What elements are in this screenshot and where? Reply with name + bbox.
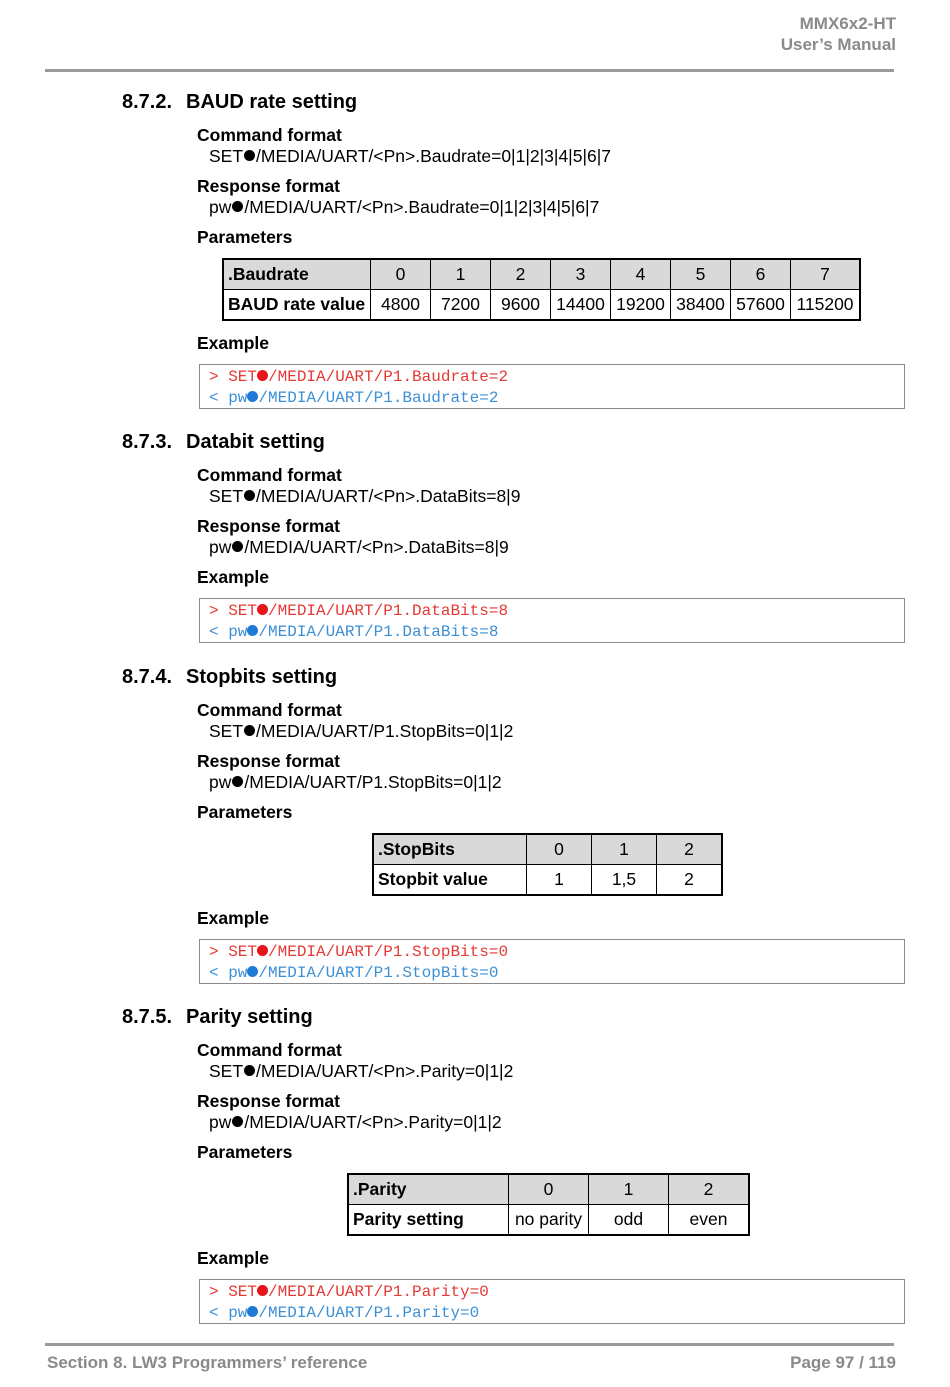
- table-cell: 19200: [611, 290, 671, 321]
- footer-page-number: Page 97 / 119: [790, 1353, 896, 1372]
- command-format-label: Command format: [197, 700, 342, 720]
- table-cell: 57600: [731, 290, 791, 321]
- space-dot-icon: [257, 1285, 268, 1296]
- example-label: Example: [197, 567, 269, 587]
- parameters-label: Parameters: [197, 1142, 293, 1162]
- example-label: Example: [197, 333, 269, 353]
- table-row: [223, 259, 860, 290]
- table-cell: 1,5: [592, 865, 657, 896]
- example-command-line: > SET /MEDIA/UART/P1.StopBits=0: [209, 943, 509, 961]
- section-heading-databit: 8.7.3. Databit setting: [122, 431, 325, 453]
- table-cell: odd: [589, 1205, 669, 1236]
- footer-divider: [45, 1343, 894, 1346]
- table-cell: 4: [611, 259, 671, 290]
- command-format-label: Command format: [197, 465, 342, 485]
- example-box-parity: [199, 1279, 905, 1324]
- table-cell: .Baudrate: [223, 259, 371, 290]
- table-cell: Stopbit value: [373, 865, 527, 896]
- example-response-line: < pw /MEDIA/UART/P1.Parity=0: [209, 1304, 480, 1322]
- table-cell: 1: [527, 865, 592, 896]
- parameters-label: Parameters: [197, 227, 293, 247]
- space-dot-icon: [232, 1116, 243, 1127]
- table-cell: 1: [431, 259, 491, 290]
- parity-parameter-table: [347, 1173, 750, 1236]
- table-cell: 115200: [791, 290, 861, 321]
- table-row: [348, 1205, 749, 1236]
- table-cell: 14400: [551, 290, 611, 321]
- example-response-line: < pw /MEDIA/UART/P1.Baudrate=2: [209, 389, 499, 407]
- space-dot-icon: [244, 490, 255, 501]
- command-format-databit: SET /MEDIA/UART/<Pn>.DataBits=8|9: [209, 486, 521, 506]
- space-dot-icon: [232, 541, 243, 552]
- table-cell: 0: [371, 259, 431, 290]
- space-dot-icon: [247, 1306, 258, 1317]
- example-box-baud: [199, 364, 905, 409]
- table-cell: 9600: [491, 290, 551, 321]
- baudrate-parameter-table: [222, 258, 861, 321]
- stopbits-parameter-table: [372, 833, 723, 896]
- space-dot-icon: [244, 1065, 255, 1076]
- section-heading-parity: 8.7.5. Parity setting: [122, 1006, 313, 1028]
- command-format-label: Command format: [197, 125, 342, 145]
- response-format-label: Response format: [197, 516, 340, 536]
- table-cell: 4800: [371, 290, 431, 321]
- section-heading-baud: 8.7.2. BAUD rate setting: [122, 91, 358, 113]
- table-cell: 7: [791, 259, 861, 290]
- response-format-label: Response format: [197, 176, 340, 196]
- table-cell: 0: [527, 834, 592, 865]
- table-cell: 5: [671, 259, 731, 290]
- table-cell: 2: [491, 259, 551, 290]
- example-label: Example: [197, 908, 269, 928]
- example-label: Example: [197, 1248, 269, 1268]
- table-cell: 0: [509, 1174, 589, 1205]
- response-format-baud: pw /MEDIA/UART/<Pn>.Baudrate=0|1|2|3|4|5|6|7: [209, 197, 600, 217]
- parameters-label: Parameters: [197, 802, 293, 822]
- command-format-label: Command format: [197, 1040, 342, 1060]
- table-cell: 38400: [671, 290, 731, 321]
- footer-section: Section 8. LW3 Programmers’ reference: [47, 1353, 368, 1372]
- table-cell: .Parity: [348, 1174, 509, 1205]
- table-cell: 1: [592, 834, 657, 865]
- example-command-line: > SET /MEDIA/UART/P1.Parity=0: [209, 1283, 489, 1301]
- table-row: [373, 834, 722, 865]
- example-command-line: > SET /MEDIA/UART/P1.Baudrate=2: [209, 368, 509, 386]
- table-cell: 3: [551, 259, 611, 290]
- space-dot-icon: [257, 370, 268, 381]
- response-format-label: Response format: [197, 751, 340, 771]
- space-dot-icon: [232, 201, 243, 212]
- space-dot-icon: [232, 776, 243, 787]
- command-format-parity: SET /MEDIA/UART/<Pn>.Parity=0|1|2: [209, 1061, 514, 1081]
- space-dot-icon: [247, 625, 258, 636]
- table-cell: 6: [731, 259, 791, 290]
- response-format-stopbits: pw /MEDIA/UART/P1.StopBits=0|1|2: [209, 772, 502, 792]
- table-cell: even: [669, 1205, 750, 1236]
- space-dot-icon: [247, 391, 258, 402]
- table-cell: .StopBits: [373, 834, 527, 865]
- example-response-line: < pw /MEDIA/UART/P1.StopBits=0: [209, 964, 499, 982]
- table-row: [223, 290, 860, 321]
- example-box-stopbits: [199, 939, 905, 984]
- space-dot-icon: [244, 725, 255, 736]
- response-format-label: Response format: [197, 1091, 340, 1111]
- response-format-databit: pw /MEDIA/UART/<Pn>.DataBits=8|9: [209, 537, 509, 557]
- table-cell: no parity: [509, 1205, 589, 1236]
- table-cell: 1: [589, 1174, 669, 1205]
- section-heading-stopbits: 8.7.4. Stopbits setting: [122, 666, 338, 688]
- table-row: [348, 1174, 749, 1205]
- header-product: MMX6x2-HT: [799, 14, 896, 33]
- table-cell: 2: [657, 834, 723, 865]
- table-row: [373, 865, 722, 896]
- header-doc-title: User’s Manual: [780, 35, 896, 54]
- table-cell: BAUD rate value: [223, 290, 371, 321]
- command-format-stopbits: SET /MEDIA/UART/P1.StopBits=0|1|2: [209, 721, 514, 741]
- page-header: [781, 13, 896, 55]
- response-format-parity: pw /MEDIA/UART/<Pn>.Parity=0|1|2: [209, 1112, 502, 1132]
- space-dot-icon: [257, 604, 268, 615]
- space-dot-icon: [247, 966, 258, 977]
- example-command-line: > SET /MEDIA/UART/P1.DataBits=8: [209, 602, 509, 620]
- table-cell: 7200: [431, 290, 491, 321]
- table-cell: Parity setting: [348, 1205, 509, 1236]
- table-cell: 2: [669, 1174, 750, 1205]
- example-box-databit: [199, 598, 905, 643]
- command-format-baud: SET /MEDIA/UART/<Pn>.Baudrate=0|1|2|3|4|5|6|7: [209, 146, 612, 166]
- header-divider: [45, 69, 894, 72]
- space-dot-icon: [244, 150, 255, 161]
- example-response-line: < pw /MEDIA/UART/P1.DataBits=8: [209, 623, 499, 641]
- table-cell: 2: [657, 865, 723, 896]
- space-dot-icon: [257, 945, 268, 956]
